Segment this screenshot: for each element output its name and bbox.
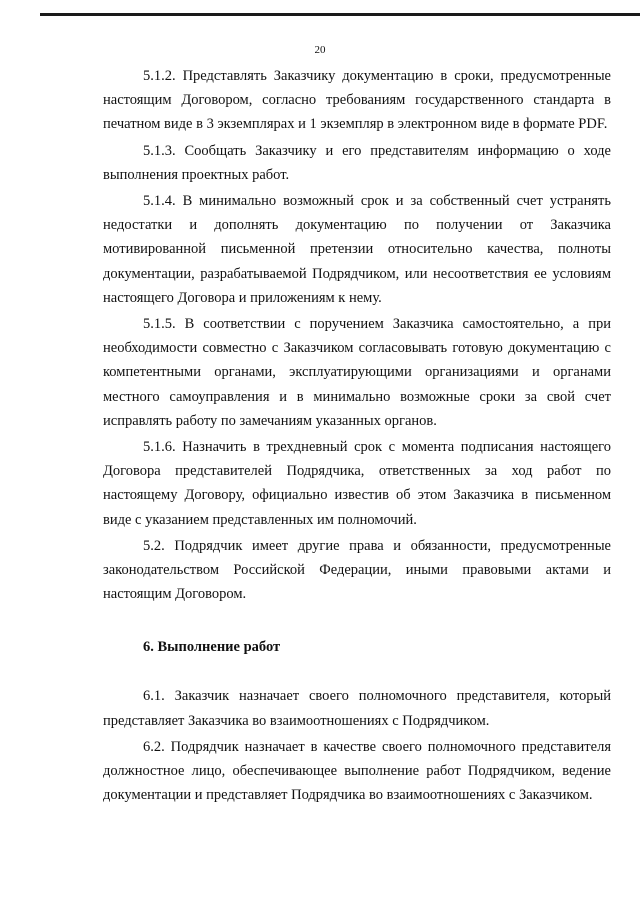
document-body [103, 64, 611, 809]
clause-5-2: 5.2. Подрядчик имеет другие права и обязанности, предусмотренные законодательством Российской Федерации, иными правовыми актами и настоящим Договором. [103, 537, 611, 603]
clause-5-1-4: 5.1.4. В минимально возможный срок и за собственный счет устранять недостатки и дополнять документацию по получении от Заказчика мотивированной письменной претензии относительно качества, полноты документации, разрабатываемой Подрядчиком, или несоответствия ее условиям настоящего Договора и приложениям к нему. [103, 193, 611, 306]
clause-6-2: 6.2. Подрядчик назначает в качестве своего полномочного представителя должностное лицо, обеспечивающее выполнение работ Подрядчиком, ведение документации и представляет Подрядчика во взаимоотношениях с Заказчиком. [103, 738, 611, 804]
page-number: 20 [314, 44, 326, 56]
clause-5-1-5: 5.1.5. В соответствии с поручением Заказчика самостоятельно, а при необходимости совместно с Заказчиком согласовывать готовую документацию с компетентными органами, эксплуатирующими организациями и органами местного самоуправления и в минимально возможные сроки за свой счет исправлять работу по замечаниям указанных органов. [103, 316, 611, 429]
clause-6-1: 6.1. Заказчик назначает своего полномочного представителя, который представляет Заказчика во взаимоотношениях с Подрядчиком. [103, 688, 611, 729]
top-border-line [40, 13, 640, 16]
clause-5-1-3: 5.1.3. Сообщать Заказчику и его представителям информацию о ходе выполнения проектных работ. [103, 142, 611, 183]
section-heading: 6. Выполнение работ [143, 639, 281, 656]
clause-5-1-6: 5.1.6. Назначить в трехдневный срок с момента подписания настоящего Договора представителей Подрядчика, ответственных за ход работ по настоящему Договору, официально известив об этом Заказчика в письменном виде с указанием представленных им полномочий. [103, 439, 611, 528]
clause-5-1-2: 5.1.2. Представлять Заказчику документацию в сроки, предусмотренные настоящим Договором, согласно требованиям государственного стандарта в печатном виде в 3 экземплярах и 1 экземпляр в электронном виде в формате PDF. [103, 68, 611, 133]
